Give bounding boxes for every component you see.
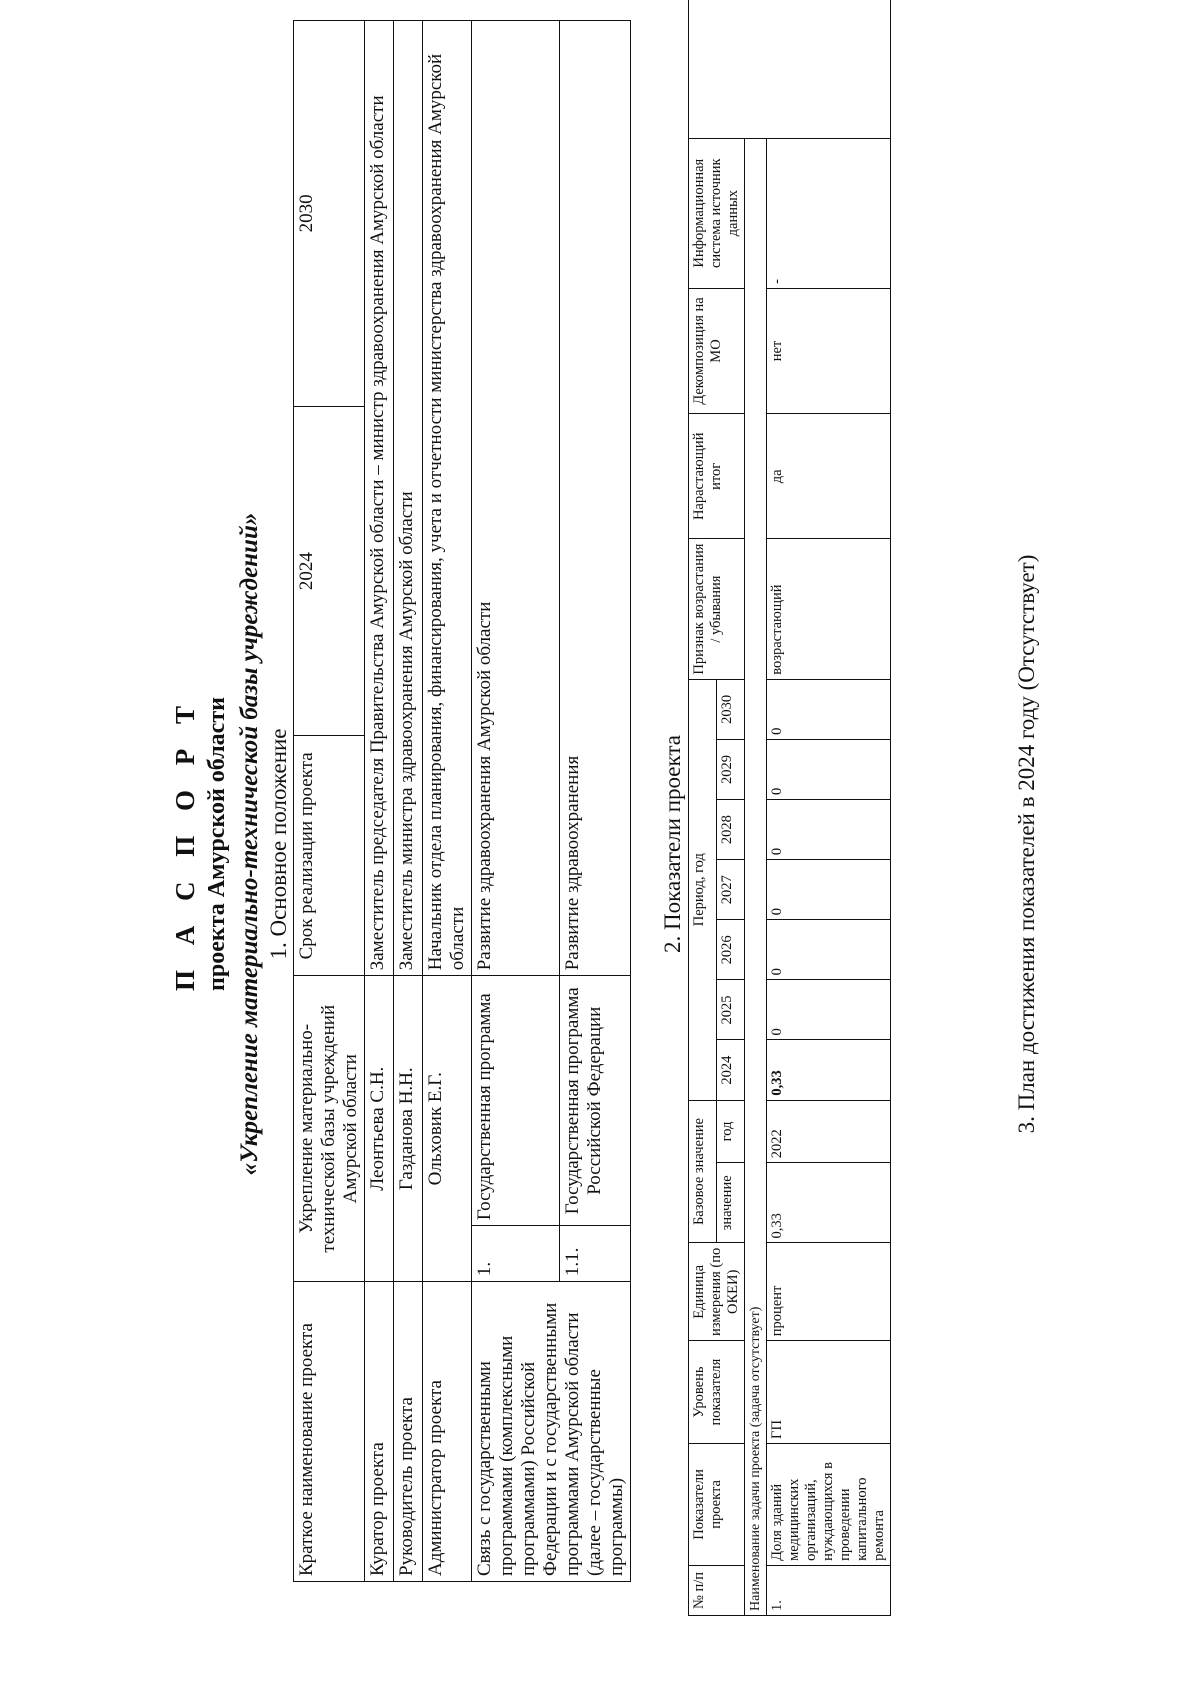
table-row: [423, 21, 472, 1582]
row-unit: процент: [767, 1243, 891, 1341]
admin-label: Администратор проекта: [423, 1282, 472, 1582]
link2-num: 1.1.: [560, 1226, 631, 1282]
term-label: Срок реализации проекта: [294, 736, 365, 976]
curator-label: Куратор проекта: [365, 1282, 394, 1582]
curator-position: Заместитель председателя Правительства Амурской области – министр здравоохранения Амурской области: [365, 21, 394, 976]
row-value: 0: [767, 980, 891, 1040]
year-end: 2030: [294, 21, 365, 407]
task-row: [745, 0, 767, 1616]
project-name: «Укрепление материально-технической базы учреждений»: [236, 512, 263, 1176]
header-year: 2027: [717, 860, 745, 920]
header-row: [689, 0, 717, 1616]
header-year: 2028: [717, 800, 745, 860]
table-row: [472, 21, 560, 1582]
row-value: 0: [767, 860, 891, 920]
row-cumulative: да: [767, 414, 891, 539]
leader-position: Заместитель министра здравоохранения Амурской области: [394, 21, 423, 976]
header-year: 2030: [717, 679, 745, 739]
header-year: 2029: [717, 739, 745, 799]
header-level: Уровень показателя: [689, 1341, 745, 1444]
row-level: ГП: [767, 1341, 891, 1444]
table-row: [767, 0, 891, 1616]
header-year: 2024: [717, 1040, 745, 1100]
row-decomposition: нет: [767, 288, 891, 413]
header-info-system: Информационная система источник данных: [689, 138, 745, 288]
admin-name: Ольховик Е.Г.: [423, 976, 472, 1282]
document-title: П А С П О Р Т: [170, 697, 200, 992]
header-period: Период, год: [689, 679, 717, 1100]
trailing-cell: [689, 0, 891, 138]
header-num: № п/п: [689, 1565, 745, 1615]
header-decomposition: Декомпозиция на МО: [689, 288, 745, 413]
row-num: 1.: [767, 1565, 891, 1615]
header-year: 2026: [717, 920, 745, 980]
row-value: 0,33: [767, 1040, 891, 1100]
link2-type: Государственная программа Российской Федерации: [560, 976, 631, 1226]
header-base-value: значение: [717, 1163, 745, 1243]
admin-position: Начальник отдела планирования, финансирования, учета и отчетности министерства здравоохранения Амурской области: [423, 21, 472, 976]
row-trend: возрастающий: [767, 539, 891, 679]
leader-name: Газданова Н.Н.: [394, 976, 423, 1282]
header-cumulative: Нарастающий итог: [689, 414, 745, 539]
header-unit: Единица измерения (по ОКЕИ): [689, 1243, 745, 1341]
document-subtitle: проекта Амурской области: [204, 697, 230, 991]
links-label: Связь с государственными программами (комплексными программами) Российской Федерации и с государственными программами Амурской области (далее – государственные программы): [472, 1282, 631, 1582]
row-value: 0: [767, 739, 891, 799]
row-info-system: -: [767, 138, 891, 288]
header-base-year: год: [717, 1100, 745, 1163]
link1-num: 1.: [472, 1226, 560, 1282]
curator-name: Леонтьева С.Н.: [365, 976, 394, 1282]
header-name: Показатели проекта: [689, 1443, 745, 1565]
row-value: 0: [767, 679, 891, 739]
main-info-table: [293, 20, 631, 1582]
link1-type: Государственная программа: [472, 976, 560, 1226]
leader-label: Руководитель проекта: [394, 1282, 423, 1582]
header-base: Базовое значение: [689, 1100, 717, 1243]
header-trend: Признак возрастания / убывания: [689, 539, 745, 679]
row-name: Доля зданий медицинских организаций, нуждающихся в проведении капитального ремонта: [767, 1443, 891, 1565]
table-row: [294, 21, 365, 1582]
row-base-value: 0,33: [767, 1163, 891, 1243]
link2-value: Развитие здравоохранения: [560, 21, 631, 976]
table-row: [394, 21, 423, 1582]
short-name-label: Краткое наименование проекта: [294, 1282, 365, 1582]
link1-value: Развитие здравоохранения Амурской области: [472, 21, 560, 976]
row-value: 0: [767, 800, 891, 860]
section3-title: 3. План достижения показателей в 2024 году (Отсутствует): [1014, 554, 1039, 1134]
header-year: 2025: [717, 980, 745, 1040]
row-value: 0: [767, 920, 891, 980]
indicators-table: [688, 0, 891, 1616]
year-start: 2024: [294, 406, 365, 736]
table-row: [365, 21, 394, 1582]
task-name: Наименование задачи проекта (задача отсутствует): [745, 138, 767, 1615]
section2-title: 2. Показатели проекта: [660, 735, 685, 953]
section1-title: 1. Основное положение: [266, 728, 291, 960]
short-name-value: Укрепление материально-технической базы учреждений Амурской области: [294, 976, 365, 1282]
row-base-year: 2022: [767, 1100, 891, 1163]
